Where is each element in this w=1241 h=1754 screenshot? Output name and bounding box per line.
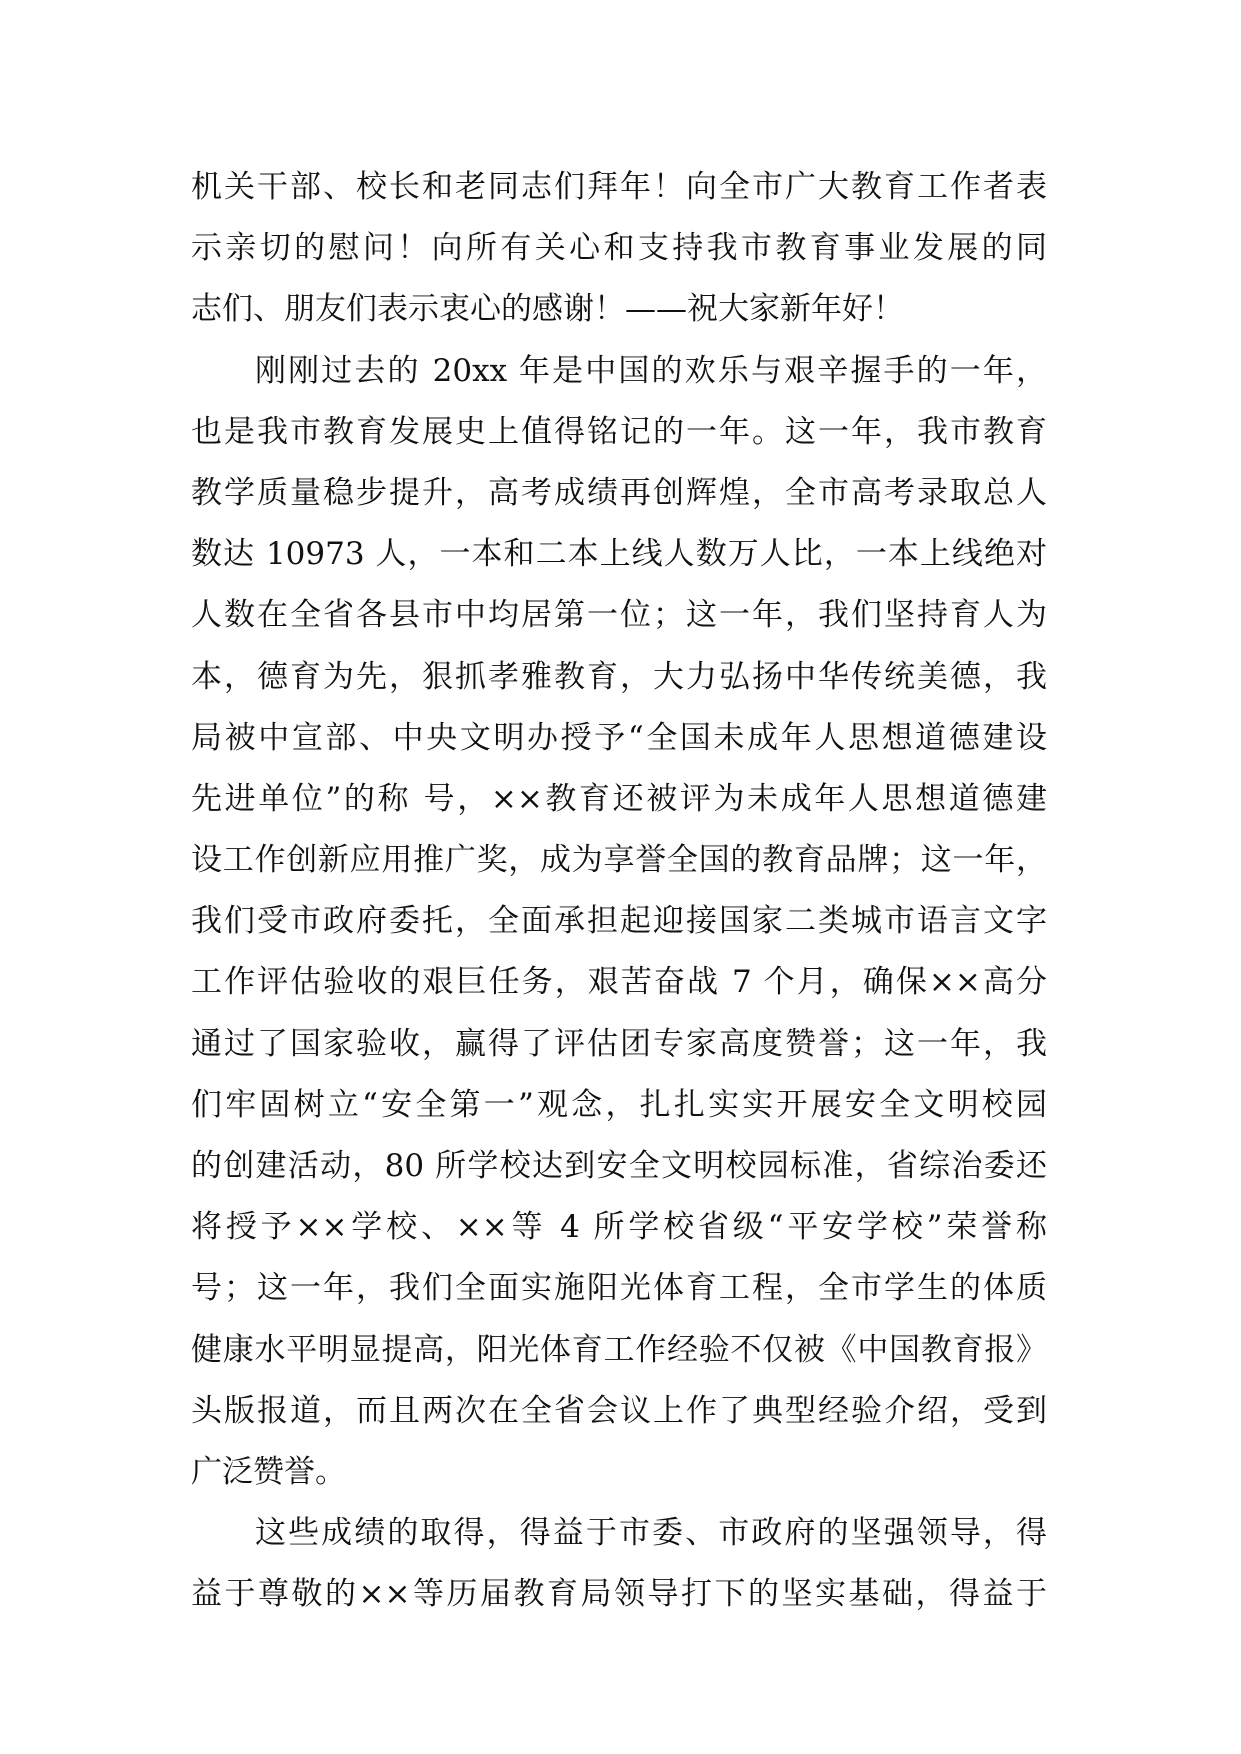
text-line: 机关干部、校长和老同志们拜年！向全市广大教育工作者表 [191, 169, 1047, 205]
text-line: 益于尊敬的××等历届教育局领导打下的坚实基础，得益于 [191, 1576, 1047, 1613]
text-line: 刚刚过去的 20xx 年是中国的欢乐与艰辛握手的一年， [255, 352, 1047, 389]
text-line: 这些成绩的取得，得益于市委、市政府的坚强领导，得 [255, 1515, 1047, 1552]
text-line: 先进单位”的称 号，××教育还被评为未成年人思想道德建 [191, 780, 1047, 817]
text-line: 本，德育为先，狠抓孝雅教育，大力弘扬中华传统美德，我 [191, 658, 1047, 695]
body-text [191, 157, 1047, 1626]
text-line: 人数在全省各县市中均居第一位；这一年，我们坚持育人为 [191, 597, 1047, 634]
text-line: 通过了国家验收，赢得了评估团专家高度赞誉；这一年，我 [191, 1025, 1047, 1062]
text-line: 广泛赞誉。 [191, 1453, 346, 1490]
text-line: 将授予××学校、××等 4 所学校省级“平安学校”荣誉称 [191, 1209, 1047, 1246]
text-line: 也是我市教育发展史上值得铭记的一年。这一年，我市教育 [191, 413, 1047, 450]
text-line: 健康水平明显提高，阳光体育工作经验不仅被《中国教育报》 [191, 1331, 1047, 1368]
text-line: 志们、朋友们表示衷心的感谢！——祝大家新年好！ [191, 291, 904, 328]
text-line: 局被中宣部、中央文明办授予“全国未成年人思想道德建设 [191, 719, 1047, 756]
text-line: 示亲切的慰问！向所有关心和支持我市教育事业发展的同 [191, 230, 1047, 267]
text-line: 们牢固树立“安全第一”观念，扎扎实实开展安全文明校园 [191, 1086, 1047, 1123]
text-line: 数达 10973 人，一本和二本上线人数万人比，一本上线绝对 [191, 536, 1047, 573]
text-line: 号；这一年，我们全面实施阳光体育工程，全市学生的体质 [191, 1270, 1047, 1307]
text-line: 我们受市政府委托，全面承担起迎接国家二类城市语言文字 [191, 903, 1047, 940]
text-line: 工作评估验收的艰巨任务，艰苦奋战 7 个月，确保××高分 [191, 964, 1047, 1001]
text-line: 头版报道，而且两次在全省会议上作了典型经验介绍，受到 [191, 1392, 1047, 1429]
text-line: 设工作创新应用推广奖，成为享誉全国的教育品牌；这一年， [191, 842, 1047, 879]
text-line: 教学质量稳步提升，高考成绩再创辉煌，全市高考录取总人 [191, 474, 1047, 511]
text-line: 的创建活动，80 所学校达到安全文明校园标准，省综治委还 [191, 1148, 1047, 1184]
